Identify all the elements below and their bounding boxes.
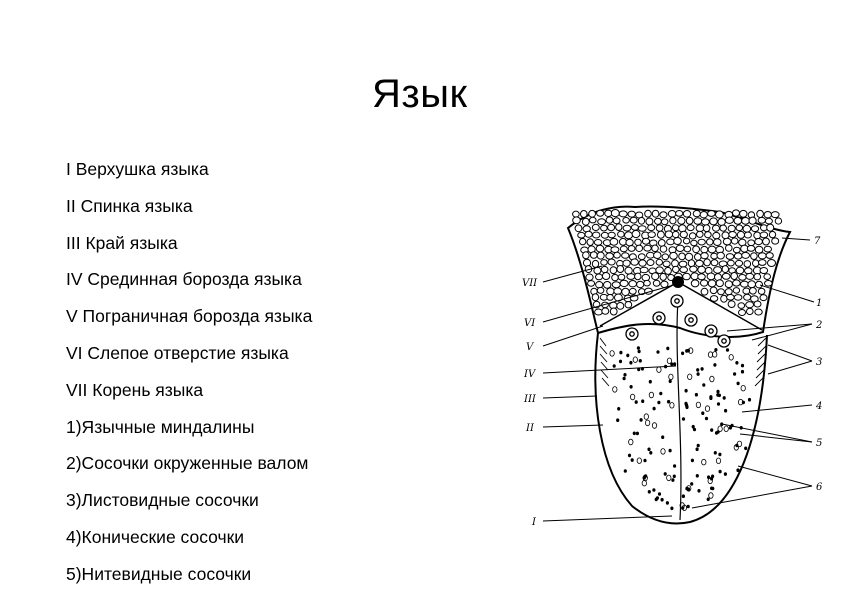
label-3: 3: [816, 357, 823, 368]
legend-item: III Край языка: [66, 232, 178, 253]
label-III: III: [524, 394, 536, 405]
legend-item: 4)Конические сосочки: [66, 526, 245, 547]
label-4: 4: [816, 401, 823, 412]
label-2: 2: [816, 320, 823, 331]
legend-item: VI Слепое отверстие языка: [66, 342, 289, 363]
median-sulcus: [677, 300, 681, 520]
legend-item: 2)Сосочки окруженные валом: [66, 453, 309, 474]
legend-item: II Спинка языка: [66, 195, 193, 216]
label-VII: VII: [522, 278, 538, 289]
label-I: I: [532, 517, 536, 528]
label-IV: IV: [524, 369, 536, 380]
slide-title: Язык: [372, 72, 468, 116]
label-1: 1: [816, 298, 823, 309]
legend-item: I Верхушка языка: [66, 159, 209, 179]
legend-item: IV Срединная борозда языка: [66, 269, 302, 290]
label-II: II: [526, 423, 534, 434]
label-5: 5: [816, 438, 823, 449]
label-VI: VI: [524, 318, 536, 329]
foliate-papillae-left: [600, 338, 609, 386]
legend-item: 1)Язычные миндалины: [66, 416, 255, 437]
foramen-caecum: [672, 276, 684, 288]
label-7: 7: [814, 236, 821, 247]
legend-item: 5)Нитевидные сосочки: [66, 563, 252, 584]
legend-item: VII Корень языка: [66, 379, 204, 400]
label-V: V: [526, 342, 534, 353]
legend-item: V Пограничная борозда языка: [66, 306, 313, 327]
label-6: 6: [816, 482, 823, 493]
legend-item: 3)Листовидные сосочки: [66, 490, 259, 511]
